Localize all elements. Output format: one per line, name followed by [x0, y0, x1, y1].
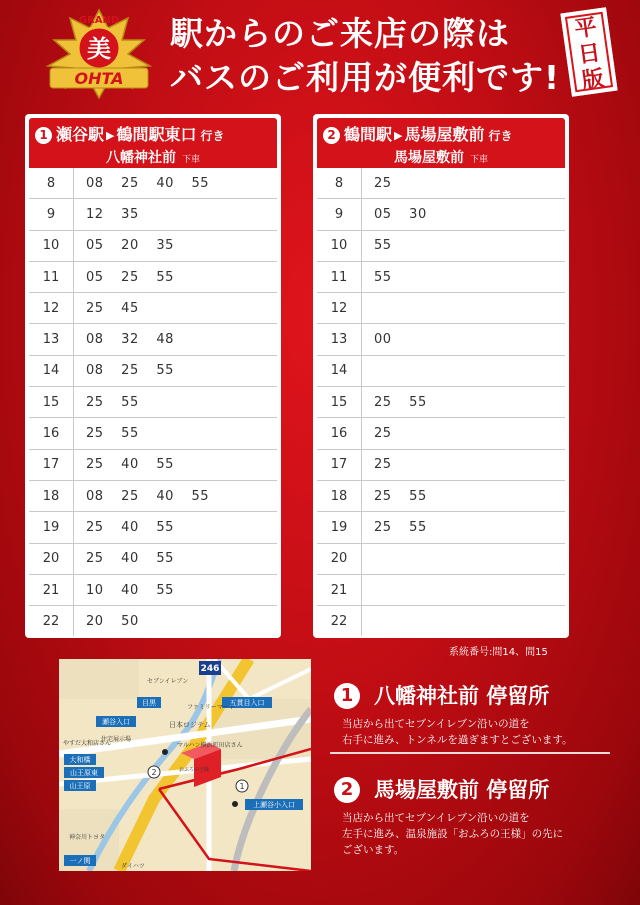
timetable-row — [29, 168, 277, 199]
hour-cell: 14 — [317, 355, 362, 386]
svg-text:OHTA: OHTA — [74, 69, 124, 88]
minutes-cell: 08 25 40 55 — [74, 480, 278, 511]
timetable-row — [317, 387, 565, 418]
access-map — [59, 659, 311, 871]
svg-text:おふろの王様: おふろの王様 — [179, 767, 210, 773]
route-bound: 行き — [488, 129, 513, 143]
map-stop-1: 1 — [239, 782, 245, 791]
hour-cell: 20 — [29, 543, 74, 574]
stop-desc-line: 左手に進み、温泉施設「おふろの王様」の先に — [342, 828, 564, 840]
route-line — [323, 122, 513, 145]
svg-text:上瀬谷小入口: 上瀬谷小入口 — [253, 801, 295, 809]
headline — [170, 12, 560, 100]
alight-stop-name: 八幡神社前 — [105, 150, 176, 166]
minutes-cell: 08 25 40 55 — [74, 168, 278, 199]
hour-cell: 15 — [317, 387, 362, 418]
alight-stop — [29, 147, 277, 167]
route-to: 鶴間駅東口 — [116, 125, 197, 144]
minutes-cell: 25 45 — [74, 293, 278, 324]
hour-cell: 18 — [29, 480, 74, 511]
minutes-cell: 25 — [362, 418, 566, 449]
stop-number-badge: 1 — [334, 683, 360, 709]
svg-text:やすだ大和店さん: やすだ大和店さん — [63, 740, 112, 747]
arrow-right-icon: ▶ — [394, 129, 403, 142]
timetable-row — [29, 324, 277, 355]
minutes-cell — [362, 293, 566, 324]
timetable-row — [29, 355, 277, 386]
minutes-cell: 00 — [362, 324, 566, 355]
svg-text:大和橋: 大和橋 — [69, 756, 91, 764]
hour-cell: 19 — [317, 512, 362, 543]
hour-cell: 13 — [317, 324, 362, 355]
getoff-label: 下車 — [469, 155, 488, 165]
minutes-cell: 55 — [362, 261, 566, 292]
svg-text:ファミリーマート: ファミリーマート — [187, 704, 235, 711]
svg-text:山王原: 山王原 — [69, 782, 91, 790]
timetable-row — [317, 230, 565, 261]
minutes-cell: 05 20 35 — [74, 230, 278, 261]
timetable-2 — [313, 114, 569, 638]
system-number: 系統番号:間14、間15 — [449, 647, 548, 658]
timetable-header — [29, 118, 277, 168]
minutes-cell: 25 40 55 — [74, 449, 278, 480]
hour-cell: 21 — [317, 574, 362, 605]
headline-line-2: バスのご利用が便利です! — [170, 58, 561, 97]
hour-cell: 14 — [29, 355, 74, 386]
stop-info-desc — [342, 810, 563, 858]
stop-title-text: 八幡神社前 停留所 — [374, 684, 550, 708]
timetable-row — [317, 168, 565, 199]
hour-cell: 15 — [29, 387, 74, 418]
svg-text:美: 美 — [87, 34, 111, 63]
hour-cell: 16 — [29, 418, 74, 449]
hour-cell: 18 — [317, 480, 362, 511]
minutes-cell: 08 32 48 — [74, 324, 278, 355]
stop-number-badge: 2 — [334, 777, 360, 803]
timetable-row — [317, 418, 565, 449]
hour-cell: 9 — [29, 199, 74, 230]
minutes-cell: 55 — [362, 230, 566, 261]
headline-line-1: 駅からのご来店の際は — [170, 14, 510, 53]
minutes-cell: 25 — [362, 449, 566, 480]
timetable-row — [317, 293, 565, 324]
hour-cell: 10 — [317, 230, 362, 261]
timetable-row — [317, 606, 565, 637]
minutes-cell: 25 55 — [362, 512, 566, 543]
minutes-cell: 10 40 55 — [74, 574, 278, 605]
timetable-row — [29, 261, 277, 292]
minutes-cell: 25 — [362, 168, 566, 199]
svg-text:日本ロジテム: 日本ロジテム — [169, 721, 211, 729]
hour-cell: 17 — [317, 449, 362, 480]
stop-desc-line: 当店から出てセブンイレブン沿いの道を — [342, 718, 530, 730]
stop-info-2 — [334, 774, 563, 858]
hour-cell: 8 — [317, 168, 362, 199]
svg-text:セブンイレブン: セブンイレブン — [147, 678, 189, 685]
timetable-row — [29, 574, 277, 605]
stamp-char: 日 — [576, 40, 602, 69]
route-from: 瀬谷駅 — [56, 125, 105, 144]
svg-text:一ノ関: 一ノ関 — [69, 857, 91, 865]
hour-cell: 17 — [29, 449, 74, 480]
minutes-cell: 05 30 — [362, 199, 566, 230]
arrow-right-icon: ▶ — [106, 129, 115, 142]
hour-cell: 12 — [317, 293, 362, 324]
route-number-badge: 1 — [35, 127, 52, 144]
minutes-cell: 25 55 — [362, 480, 566, 511]
hour-cell: 19 — [29, 512, 74, 543]
hour-cell: 9 — [317, 199, 362, 230]
timetable-row — [317, 355, 565, 386]
timetable-row — [317, 574, 565, 605]
timetable-row — [29, 606, 277, 637]
svg-text:山王原東: 山王原東 — [70, 769, 98, 777]
stamp-char: 平 — [573, 14, 599, 43]
hour-cell: 8 — [29, 168, 74, 199]
stop-info-title — [334, 774, 563, 804]
timetable-row — [317, 261, 565, 292]
alight-stop-name: 馬場屋敷前 — [393, 150, 464, 166]
minutes-cell — [362, 574, 566, 605]
hour-cell: 20 — [317, 543, 362, 574]
route-number-badge: 2 — [323, 127, 340, 144]
hour-cell: 10 — [29, 230, 74, 261]
stop-desc-line: 当店から出てセブンイレブン沿いの道を — [342, 812, 530, 824]
timetable-row — [29, 512, 277, 543]
timetable-row — [317, 543, 565, 574]
route-shield: 246 — [200, 664, 220, 674]
svg-text:神奈川トヨタ: 神奈川トヨタ — [69, 834, 106, 841]
timetable-row — [29, 480, 277, 511]
hour-cell: 11 — [317, 261, 362, 292]
minutes-cell: 25 55 — [362, 387, 566, 418]
timetable-row — [317, 324, 565, 355]
minutes-cell — [362, 606, 566, 637]
route-bound: 行き — [200, 129, 225, 143]
route-from: 鶴間駅 — [344, 125, 393, 144]
hour-cell: 21 — [29, 574, 74, 605]
svg-text:ダイハツ: ダイハツ — [121, 863, 145, 870]
stop-desc-line: ございます。 — [342, 844, 405, 856]
stop-title-text: 馬場屋敷前 停留所 — [374, 778, 550, 802]
alight-stop — [317, 147, 565, 167]
svg-text:五貫目入口: 五貫目入口 — [229, 699, 265, 707]
svg-text:目黒: 目黒 — [142, 699, 156, 707]
timetable-grid — [29, 168, 277, 636]
timetable-row — [29, 543, 277, 574]
route-line — [35, 122, 225, 145]
timetable-row — [317, 512, 565, 543]
minutes-cell: 20 50 — [86, 613, 139, 629]
timetable-row — [29, 449, 277, 480]
hour-cell: 22 — [317, 606, 362, 637]
svg-text:GRAND: GRAND — [78, 15, 120, 26]
minutes-cell: 12 35 — [74, 199, 278, 230]
hour-cell: 12 — [29, 293, 74, 324]
stop-info-desc — [342, 716, 572, 748]
map-svg — [59, 659, 311, 871]
timetable-row — [29, 387, 277, 418]
timetable-row — [317, 480, 565, 511]
svg-text:瀬谷入口: 瀬谷入口 — [102, 718, 130, 726]
timetable-row — [29, 230, 277, 261]
minutes-cell: 25 55 — [74, 387, 278, 418]
timetable-1 — [25, 114, 281, 638]
stamp-char: 版 — [580, 66, 606, 95]
svg-text:住宅展示場: 住宅展示場 — [101, 736, 132, 743]
stop-info-1 — [334, 680, 572, 748]
timetable-row — [29, 199, 277, 230]
weekday-stamp — [560, 7, 617, 97]
minutes-cell: 08 25 55 — [74, 355, 278, 386]
grand-ohta-logo — [40, 6, 158, 106]
minutes-cell: 25 55 — [74, 418, 278, 449]
hour-cell: 13 — [29, 324, 74, 355]
divider — [330, 752, 610, 754]
hour-cell: 11 — [29, 261, 74, 292]
timetable-row — [317, 449, 565, 480]
timetable-grid — [317, 168, 565, 636]
route-to: 馬場屋敷前 — [404, 125, 485, 144]
stop-info-title — [334, 680, 572, 710]
stop-desc-line: 右手に進み、トンネルを過ぎますとございます。 — [342, 734, 573, 746]
minutes-cell: 05 25 55 — [74, 261, 278, 292]
timetable-row — [29, 293, 277, 324]
timetable-row — [317, 199, 565, 230]
timetable-row — [29, 418, 277, 449]
minutes-cell — [362, 543, 566, 574]
minutes-cell: 25 40 55 — [74, 512, 278, 543]
map-stop-2: 2 — [151, 768, 157, 777]
minutes-cell: 25 40 55 — [74, 543, 278, 574]
timetable-header — [317, 118, 565, 168]
svg-text:マルハン横浜町田店さん: マルハン横浜町田店さん — [177, 742, 243, 749]
minutes-cell — [362, 355, 566, 386]
getoff-label: 下車 — [181, 155, 200, 165]
hour-cell: 16 — [317, 418, 362, 449]
hour-cell: 22 — [29, 606, 74, 637]
